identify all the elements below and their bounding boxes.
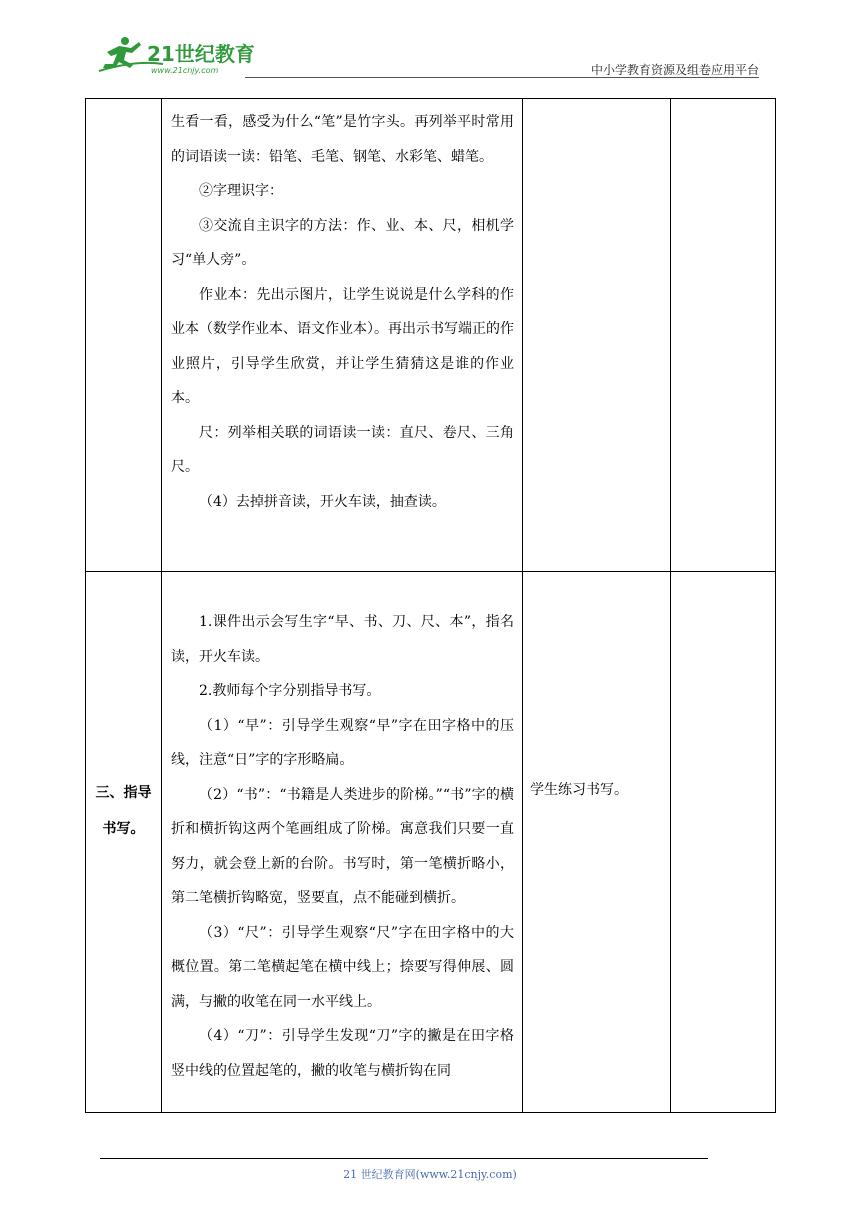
paragraph: 2.教师每个字分别指导书写。 <box>199 683 381 699</box>
footer-rule <box>100 1158 708 1159</box>
table-row <box>86 99 776 572</box>
header-rule <box>245 77 759 78</box>
student-activity-cell <box>523 99 671 572</box>
paragraph: （4）去掉拼音读，开火车读，抽查读。 <box>199 493 446 510</box>
notes-cell <box>671 99 776 572</box>
page-header <box>95 30 759 80</box>
stage-cell <box>86 99 162 572</box>
paragraph: 1.课件出示会写生字“早、书、刀、尺、本”，指名读，开火车读。 <box>171 614 514 665</box>
platform-name: 中小学教育资源及组卷应用平台 <box>590 63 759 77</box>
paragraph: （4）“刀”：引导学生发现“刀”字的撇是在田字格竖中线的位置起笔的，撇的收笔与横折钩在同 <box>171 1028 514 1079</box>
stage-title-line2: 书写。 <box>102 821 145 837</box>
stage-title-line1: 三、指导 <box>95 785 152 801</box>
student-activity: 学生练习书写。 <box>530 782 628 798</box>
student-activity-cell <box>523 572 671 1113</box>
logo <box>95 34 260 76</box>
paragraph: 尺：列举相关联的词语读一读：直尺、卷尺、三角尺。 <box>171 424 514 475</box>
paragraph: ②字理识字： <box>199 183 283 199</box>
paragraph: 作业本：先出示图片，让学生说说是什么学科的作业本（数学作业本、语文作业本）。再出示书写端正的作业照片，引导学生欣赏，并让学生猜猜这是谁的作业本。 <box>171 286 514 406</box>
logo-text: 21世纪教育 <box>147 42 255 66</box>
footer-link[interactable]: 21 世纪教育网(www.21cnjy.com) <box>343 1168 517 1181</box>
stage-cell <box>86 572 162 1113</box>
table-row <box>86 572 776 1113</box>
paragraph: 生看一看，感受为什么“笔”是竹字头。再列举平时常用的词语读一读：铅笔、毛笔、钢笔、水彩笔、蜡笔。 <box>171 114 514 165</box>
content-cell <box>162 99 523 572</box>
paragraph: ③交流自主识字的方法：作、业、本、尺，相机学习“单人旁”。 <box>171 217 514 268</box>
notes-cell <box>671 572 776 1113</box>
paragraph: （2）“书”：“书籍是人类进步的阶梯。”“书”字的横折和横折钩这两个笔画组成了阶梯。寓意我们只要一直努力，就会登上新的台阶。书写时，第一笔横折略小，第二笔横折钩略宽，竖要直，点不能碰到横折。 <box>171 786 514 906</box>
paragraph: （3）“尺”：引导学生观察“尺”字在田字格中的大概位置。第二笔横起笔在横中线上；捺要写得伸展、圆满，与撇的收笔在同一水平线上。 <box>171 924 514 1010</box>
logo-url: www.21cnjy.com <box>151 66 219 75</box>
paragraph: （1）“早”：引导学生观察“早”字在田字格中的压线，注意“日”字的字形略扁。 <box>171 717 514 768</box>
lesson-table <box>85 98 776 1113</box>
content-cell <box>162 572 523 1113</box>
